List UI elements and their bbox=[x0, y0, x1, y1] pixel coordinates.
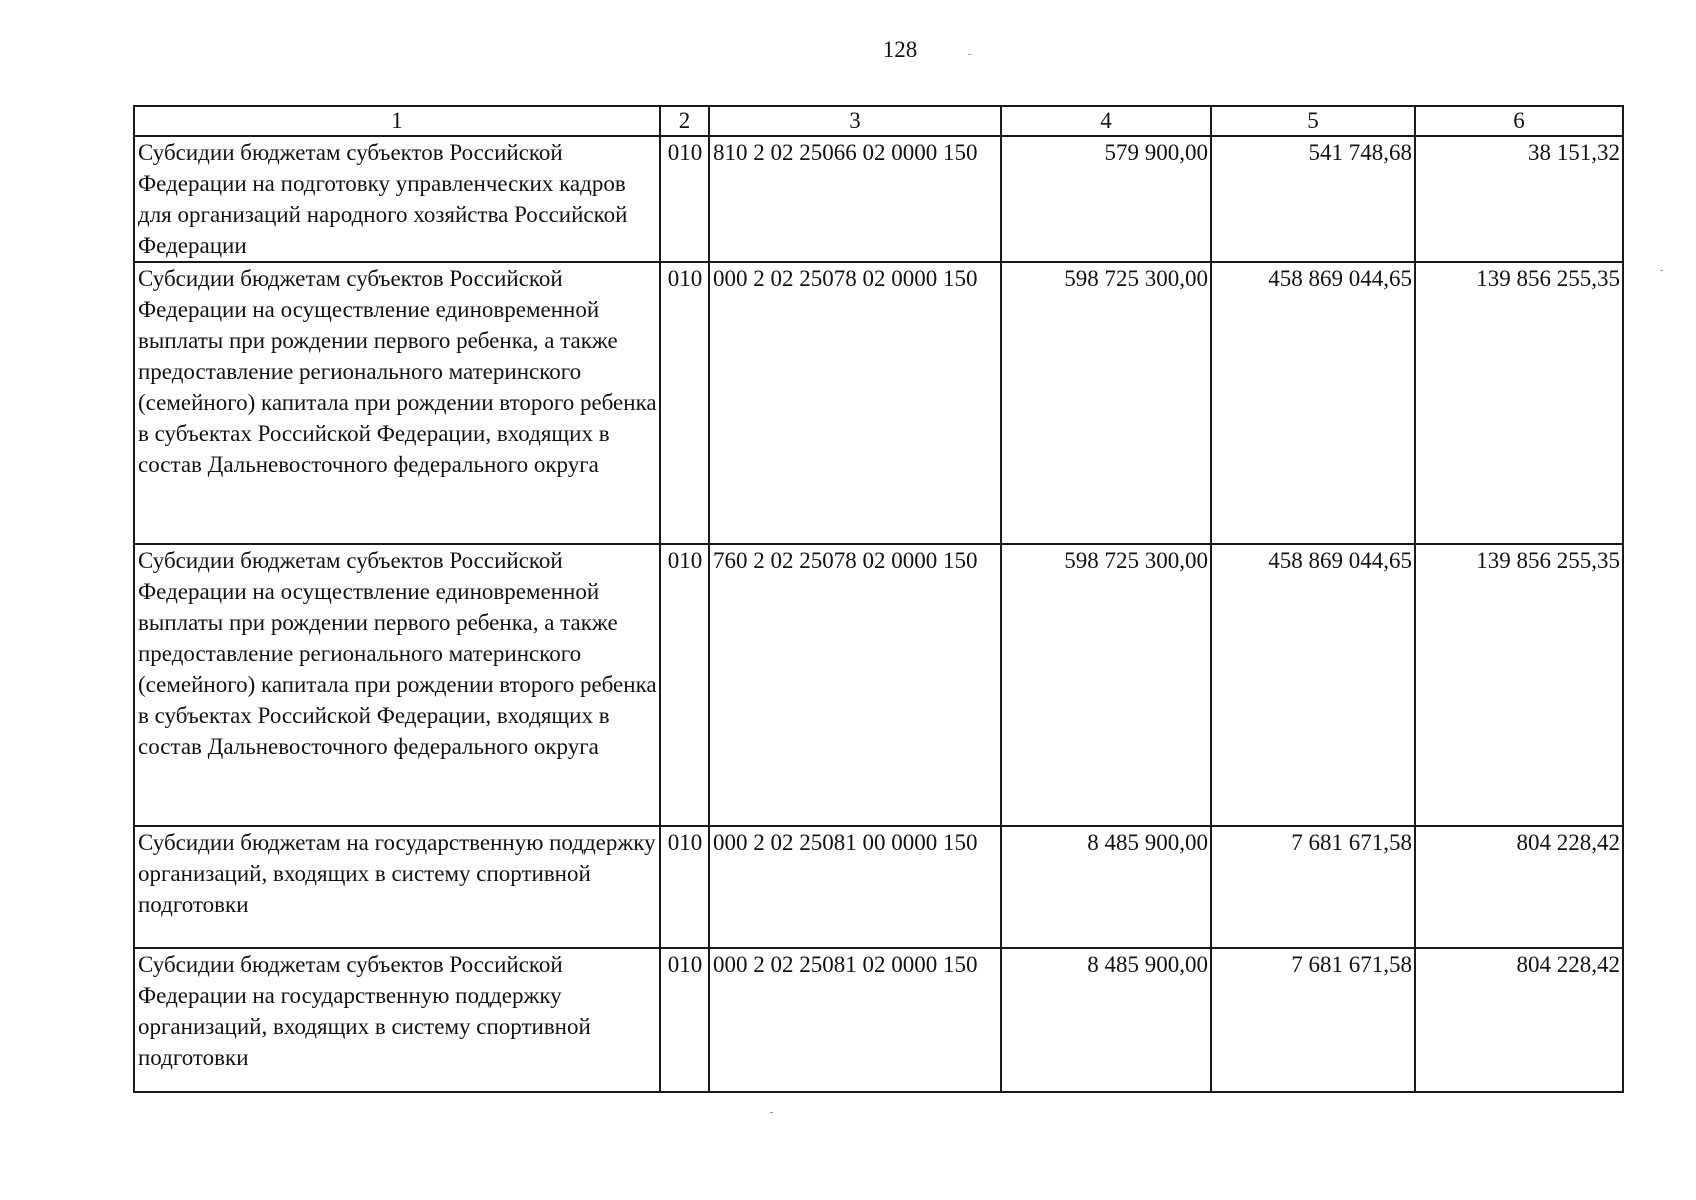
row-approved-amount: 8 485 900,00 bbox=[1001, 826, 1211, 948]
row-unexecuted-amount: 804 228,42 bbox=[1415, 948, 1623, 1092]
row-line-code: 010 bbox=[660, 948, 709, 1092]
table-row bbox=[134, 262, 1623, 544]
row-executed-amount: 458 869 044,65 bbox=[1211, 544, 1415, 826]
row-unexecuted-amount: 139 856 255,35 bbox=[1415, 262, 1623, 544]
row-budget-code: 000 2 02 25081 02 0000 150 bbox=[709, 948, 1001, 1092]
row-line-code: 010 bbox=[660, 262, 709, 544]
column-header-1: 1 bbox=[134, 106, 660, 136]
row-line-code: 010 bbox=[660, 136, 709, 262]
row-line-code: 010 bbox=[660, 826, 709, 948]
scan-speck bbox=[1660, 270, 1663, 271]
row-budget-code: 000 2 02 25081 00 0000 150 bbox=[709, 826, 1001, 948]
row-unexecuted-amount: 139 856 255,35 bbox=[1415, 544, 1623, 826]
row-executed-amount: 541 748,68 bbox=[1211, 136, 1415, 262]
table-row bbox=[134, 826, 1623, 948]
row-description: Субсидии бюджетам субъектов Российской Федерации на подготовку управленческих кадров для организаций народного хозяйства Российской Федерации bbox=[134, 136, 660, 262]
column-header-4: 4 bbox=[1001, 106, 1211, 136]
budget-execution-table bbox=[133, 105, 1624, 1093]
row-executed-amount: 7 681 671,58 bbox=[1211, 826, 1415, 948]
table-row bbox=[134, 948, 1623, 1092]
table-row bbox=[134, 544, 1623, 826]
table-header-row bbox=[134, 106, 1623, 136]
row-description: Субсидии бюджетам субъектов Российской Федерации на осуществление единовременной выплаты при рождении первого ребенка, а также предоставление регионального материнского (семейного) капитала при рождении второго ребенка в субъектах Российской Федерации, входящих в состав Дальневосточного федерального округа bbox=[134, 262, 660, 544]
row-description: Субсидии бюджетам на государственную поддержку организаций, входящих в систему спортивной подготовки bbox=[134, 826, 660, 948]
column-header-6: 6 bbox=[1415, 106, 1623, 136]
row-budget-code: 000 2 02 25078 02 0000 150 bbox=[709, 262, 1001, 544]
row-description: Субсидии бюджетам субъектов Российской Федерации на осуществление единовременной выплаты при рождении первого ребенка, а также предоставление регионального материнского (семейного) капитала при рождении второго ребенка в субъектах Российской Федерации, входящих в состав Дальневосточного федерального округа bbox=[134, 544, 660, 826]
row-unexecuted-amount: 38 151,32 bbox=[1415, 136, 1623, 262]
row-description: Субсидии бюджетам субъектов Российской Федерации на государственную поддержку организаций, входящих в систему спортивной подготовки bbox=[134, 948, 660, 1092]
row-executed-amount: 458 869 044,65 bbox=[1211, 262, 1415, 544]
column-header-3: 3 bbox=[709, 106, 1001, 136]
row-approved-amount: 579 900,00 bbox=[1001, 136, 1211, 262]
row-budget-code: 810 2 02 25066 02 0000 150 bbox=[709, 136, 1001, 262]
row-unexecuted-amount: 804 228,42 bbox=[1415, 826, 1623, 948]
page-number: 128 bbox=[882, 37, 918, 62]
row-approved-amount: 598 725 300,00 bbox=[1001, 262, 1211, 544]
column-header-2: 2 bbox=[660, 106, 709, 136]
scan-speck bbox=[770, 1112, 773, 1113]
row-executed-amount: 7 681 671,58 bbox=[1211, 948, 1415, 1092]
table-row bbox=[134, 136, 1623, 262]
row-approved-amount: 598 725 300,00 bbox=[1001, 544, 1211, 826]
column-header-5: 5 bbox=[1211, 106, 1415, 136]
row-approved-amount: 8 485 900,00 bbox=[1001, 948, 1211, 1092]
row-budget-code: 760 2 02 25078 02 0000 150 bbox=[709, 544, 1001, 826]
row-line-code: 010 bbox=[660, 544, 709, 826]
scan-speck bbox=[968, 54, 971, 55]
